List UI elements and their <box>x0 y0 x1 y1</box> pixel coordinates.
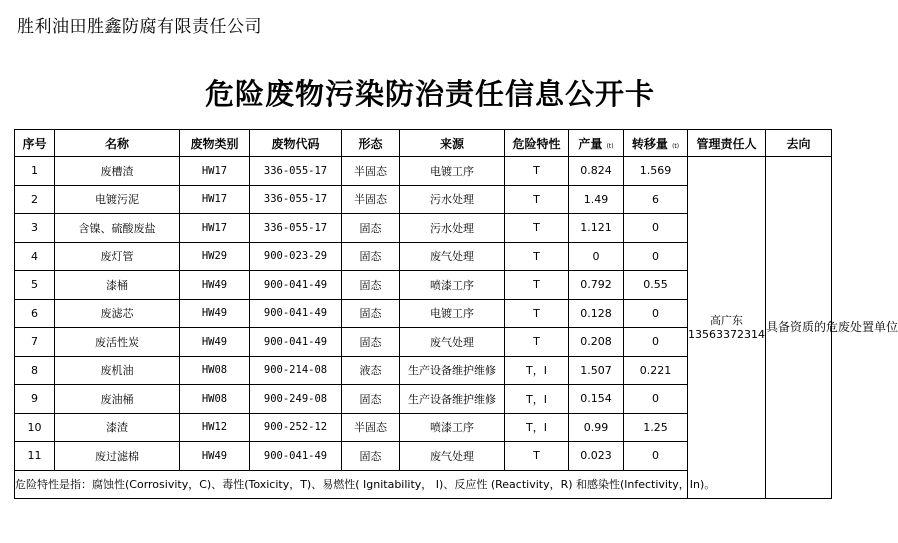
table-row <box>15 157 832 186</box>
cell-hazard: T，I <box>505 356 569 385</box>
cell-output: 1.507 <box>569 356 624 385</box>
cell-category: HW17 <box>180 214 250 243</box>
cell-hazard: T <box>505 242 569 271</box>
hazard-note: 危险特性是指：腐蚀性(Corrosivity，C)、毒性(Toxicity，T)、易燃性( Ignitability， I)、反应性 (Reactivity，R) 和感染性(lnfectivity，In)。 <box>15 470 688 499</box>
cell-transfer: 0.55 <box>624 271 688 300</box>
cell-transfer: 0 <box>624 442 688 471</box>
header-manager: 管理责任人 <box>688 130 766 157</box>
cell-code: 336-055-17 <box>250 185 342 214</box>
cell-source: 生产设备维护维修 <box>400 385 505 414</box>
cell-seq: 3 <box>15 214 55 243</box>
header-output-unit: (t) <box>606 142 614 150</box>
cell-output: 1.49 <box>569 185 624 214</box>
cell-category: HW12 <box>180 413 250 442</box>
cell-code: 336-055-17 <box>250 157 342 186</box>
cell-source: 喷漆工序 <box>400 413 505 442</box>
cell-hazard: T <box>505 157 569 186</box>
cell-form: 液态 <box>342 356 400 385</box>
page-title: 危险废物污染防治责任信息公开卡 <box>204 77 655 111</box>
cell-source: 电镀工序 <box>400 299 505 328</box>
cell-output: 0.023 <box>569 442 624 471</box>
header-hazard: 危险特性 <box>505 130 569 157</box>
cell-code: 900-041-49 <box>250 299 342 328</box>
cell-name: 含镍、硫酸废盐 <box>55 214 180 243</box>
header-output-label: 产量 <box>578 136 603 151</box>
cell-form: 固态 <box>342 299 400 328</box>
cell-code: 900-041-49 <box>250 271 342 300</box>
header-transfer-unit: (t) <box>672 142 680 150</box>
manager-phone: 13563372314 <box>688 327 765 341</box>
cell-name: 废槽渣 <box>55 157 180 186</box>
cell-name: 废滤芯 <box>55 299 180 328</box>
header-category: 废物类别 <box>180 130 250 157</box>
cell-category: HW49 <box>180 271 250 300</box>
cell-transfer: 6 <box>624 185 688 214</box>
cell-transfer: 0 <box>624 214 688 243</box>
cell-name: 漆桶 <box>55 271 180 300</box>
cell-source: 电镀工序 <box>400 157 505 186</box>
cell-hazard: T，I <box>505 385 569 414</box>
cell-hazard: T <box>505 271 569 300</box>
cell-seq: 2 <box>15 185 55 214</box>
header-form: 形态 <box>342 130 400 157</box>
cell-hazard: T <box>505 299 569 328</box>
cell-code: 900-249-08 <box>250 385 342 414</box>
cell-category: HW29 <box>180 242 250 271</box>
header-name: 名称 <box>55 130 180 157</box>
cell-hazard: T，I <box>505 413 569 442</box>
cell-seq: 7 <box>15 328 55 357</box>
cell-seq: 5 <box>15 271 55 300</box>
cell-seq: 4 <box>15 242 55 271</box>
cell-form: 固态 <box>342 385 400 414</box>
cell-output: 0.824 <box>569 157 624 186</box>
cell-source: 废气处理 <box>400 442 505 471</box>
cell-code: 900-023-29 <box>250 242 342 271</box>
cell-category: HW08 <box>180 356 250 385</box>
cell-code: 900-041-49 <box>250 442 342 471</box>
header-seq: 序号 <box>15 130 55 157</box>
destination-cell: 具备资质的危废处置单位 <box>766 157 832 499</box>
cell-form: 固态 <box>342 214 400 243</box>
cell-source: 废气处理 <box>400 328 505 357</box>
cell-transfer: 1.569 <box>624 157 688 186</box>
cell-output: 0.792 <box>569 271 624 300</box>
cell-output: 0 <box>569 242 624 271</box>
cell-seq: 8 <box>15 356 55 385</box>
manager-name: 高广东 <box>710 313 743 327</box>
cell-code: 900-252-12 <box>250 413 342 442</box>
cell-form: 固态 <box>342 271 400 300</box>
cell-transfer: 0.221 <box>624 356 688 385</box>
cell-seq: 1 <box>15 157 55 186</box>
cell-name: 漆渣 <box>55 413 180 442</box>
cell-seq: 6 <box>15 299 55 328</box>
cell-code: 336-055-17 <box>250 214 342 243</box>
cell-hazard: T <box>505 214 569 243</box>
cell-name: 废活性炭 <box>55 328 180 357</box>
cell-source: 生产设备维护维修 <box>400 356 505 385</box>
cell-transfer: 0 <box>624 242 688 271</box>
cell-category: HW08 <box>180 385 250 414</box>
header-source: 来源 <box>400 130 505 157</box>
cell-hazard: T <box>505 328 569 357</box>
cell-form: 半固态 <box>342 157 400 186</box>
company-name: 胜利油田胜鑫防腐有限责任公司 <box>17 17 262 37</box>
cell-source: 污水处理 <box>400 185 505 214</box>
cell-seq: 11 <box>15 442 55 471</box>
header-transfer-label: 转移量 <box>631 136 668 151</box>
cell-category: HW17 <box>180 185 250 214</box>
cell-source: 喷漆工序 <box>400 271 505 300</box>
cell-transfer: 0 <box>624 299 688 328</box>
cell-category: HW17 <box>180 157 250 186</box>
cell-source: 废气处理 <box>400 242 505 271</box>
cell-form: 固态 <box>342 442 400 471</box>
cell-name: 废过滤棉 <box>55 442 180 471</box>
hazardous-waste-table <box>14 129 898 499</box>
cell-hazard: T <box>505 185 569 214</box>
cell-name: 废机油 <box>55 356 180 385</box>
cell-name: 电镀污泥 <box>55 185 180 214</box>
cell-transfer: 0 <box>624 328 688 357</box>
cell-form: 固态 <box>342 328 400 357</box>
cell-form: 半固态 <box>342 413 400 442</box>
cell-name: 废灯管 <box>55 242 180 271</box>
header-output <box>569 130 624 157</box>
cell-output: 0.154 <box>569 385 624 414</box>
table-header-row <box>15 130 832 157</box>
cell-form: 固态 <box>342 242 400 271</box>
cell-code: 900-041-49 <box>250 328 342 357</box>
cell-code: 900-214-08 <box>250 356 342 385</box>
cell-category: HW49 <box>180 442 250 471</box>
cell-output: 0.208 <box>569 328 624 357</box>
cell-output: 0.99 <box>569 413 624 442</box>
cell-source: 污水处理 <box>400 214 505 243</box>
cell-output: 1.121 <box>569 214 624 243</box>
cell-seq: 10 <box>15 413 55 442</box>
cell-seq: 9 <box>15 385 55 414</box>
cell-output: 0.128 <box>569 299 624 328</box>
cell-transfer: 0 <box>624 385 688 414</box>
cell-name: 废油桶 <box>55 385 180 414</box>
header-transfer <box>624 130 688 157</box>
cell-form: 半固态 <box>342 185 400 214</box>
cell-category: HW49 <box>180 328 250 357</box>
manager-cell <box>688 157 766 499</box>
cell-hazard: T <box>505 442 569 471</box>
header-code: 废物代码 <box>250 130 342 157</box>
header-destination: 去向 <box>766 130 832 157</box>
cell-category: HW49 <box>180 299 250 328</box>
cell-transfer: 1.25 <box>624 413 688 442</box>
